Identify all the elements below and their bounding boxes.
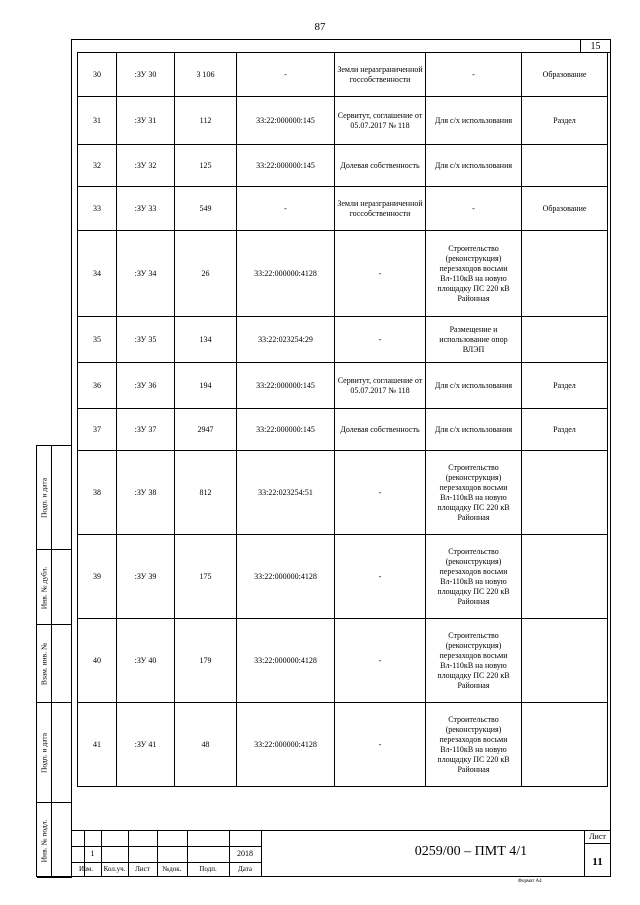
sidebar-cell [37, 625, 72, 703]
plot-area-cell: 125 [175, 145, 237, 187]
row-number-cell: 37 [78, 409, 117, 451]
cadastral-number-cell: 33:22:000000:4128 [237, 619, 335, 703]
row-number-cell: 39 [78, 535, 117, 619]
sheet-label: Лист [589, 832, 606, 841]
land-use-cell: - [426, 187, 522, 231]
ownership-cell: Сервитут, соглашение от 05.07.2017 № 118 [335, 97, 426, 145]
table-row [78, 97, 608, 145]
row-number-cell: 36 [78, 363, 117, 409]
cadastral-number-cell: 33:22:000000:145 [237, 363, 335, 409]
row-number-cell: 34 [78, 231, 117, 317]
sidebar-label [37, 625, 52, 703]
plot-id-cell: :ЗУ 36 [117, 363, 175, 409]
header-izm: Изм. [79, 865, 93, 873]
ownership-cell: Сервитут, соглашение от 05.07.2017 № 118 [335, 363, 426, 409]
action-cell [522, 703, 608, 787]
sidebar-cell [37, 803, 72, 878]
plot-id-cell: :ЗУ 38 [117, 451, 175, 535]
approval-sidebar [36, 445, 71, 877]
row-number-cell: 35 [78, 317, 117, 363]
row-number-cell: 41 [78, 703, 117, 787]
cadastral-number-cell: 33:22:023254:51 [237, 451, 335, 535]
land-plots-table [77, 52, 608, 787]
plot-area-cell: 48 [175, 703, 237, 787]
plot-area-cell: 26 [175, 231, 237, 317]
action-cell [522, 145, 608, 187]
plot-id-cell: :ЗУ 33 [117, 187, 175, 231]
table-row [78, 53, 608, 97]
sidebar-cell [37, 703, 72, 803]
plot-id-cell: :ЗУ 32 [117, 145, 175, 187]
cadastral-number-cell: 33:22:000000:145 [237, 97, 335, 145]
action-cell: Раздел [522, 363, 608, 409]
sidebar-label [37, 703, 52, 803]
ownership-cell: Земли неразграниченной госсобственности [335, 53, 426, 97]
plot-id-cell: :ЗУ 39 [117, 535, 175, 619]
plot-area-cell: 112 [175, 97, 237, 145]
action-cell [522, 535, 608, 619]
row-number-cell: 33 [78, 187, 117, 231]
plot-area-cell: 134 [175, 317, 237, 363]
plot-id-cell: :ЗУ 37 [117, 409, 175, 451]
sidebar-cell [37, 550, 72, 625]
ownership-cell: - [335, 703, 426, 787]
table-row [78, 451, 608, 535]
cadastral-number-cell: 33:22:000000:145 [237, 145, 335, 187]
plot-area-cell: 549 [175, 187, 237, 231]
ownership-cell: - [335, 535, 426, 619]
sidebar-label-text: Инв. № подл. [39, 819, 49, 862]
plot-area-cell: 812 [175, 451, 237, 535]
table-row [78, 145, 608, 187]
action-cell: Раздел [522, 409, 608, 451]
plot-area-cell: 2947 [175, 409, 237, 451]
ownership-cell: Долевая собственность [335, 145, 426, 187]
header-ndok: №док. [162, 865, 182, 873]
table-row [78, 231, 608, 317]
sidebar-label-text: Инв. № дубл. [39, 566, 49, 609]
plot-id-cell: :ЗУ 30 [117, 53, 175, 97]
sidebar-label [37, 803, 52, 878]
cadastral-number-cell: 33:22:023254:29 [237, 317, 335, 363]
cadastral-number-cell: 33:22:000000:145 [237, 409, 335, 451]
ownership-cell: - [335, 317, 426, 363]
land-use-cell: Для с/х использования [426, 409, 522, 451]
plot-area-cell: 179 [175, 619, 237, 703]
plot-id-cell: :ЗУ 34 [117, 231, 175, 317]
land-use-cell: - [426, 53, 522, 97]
land-use-cell: Строительство (реконструкция) перезаходов восьми Вл-110кВ на новую площадку ПС 220 кВ Районная [426, 619, 522, 703]
cadastral-number-cell: - [237, 53, 335, 97]
ownership-cell: Долевая собственность [335, 409, 426, 451]
ownership-cell: Земли неразграниченной госсобственности [335, 187, 426, 231]
table-row [78, 187, 608, 231]
plot-area-cell: 194 [175, 363, 237, 409]
action-cell [522, 231, 608, 317]
table-row [78, 317, 608, 363]
paper-format: Формат А4 [518, 879, 542, 884]
table-row [78, 409, 608, 451]
header-podp: Подп. [199, 865, 217, 873]
land-use-cell: Строительство (реконструкция) перезаходов восьми Вл-110кВ на новую площадку ПС 220 кВ Районная [426, 451, 522, 535]
sidebar-label-text: Взам. инв. № [39, 642, 49, 686]
land-use-cell: Строительство (реконструкция) перезаходов восьми Вл-110кВ на новую площадку ПС 220 кВ Районная [426, 703, 522, 787]
sidebar-label [37, 446, 52, 550]
land-use-cell: Для с/х использования [426, 145, 522, 187]
plot-id-cell: :ЗУ 35 [117, 317, 175, 363]
land-use-cell: Для с/х использования [426, 97, 522, 145]
sidebar-label-text: Подп. и дата [39, 477, 49, 519]
row-number-cell: 31 [78, 97, 117, 145]
document-code: 0259/00 – ПМТ 4/1 [414, 844, 528, 859]
table-row [78, 619, 608, 703]
cadastral-number-cell: 33:22:000000:4128 [237, 231, 335, 317]
land-use-cell: Строительство (реконструкция) перезаходов восьми Вл-110кВ на новую площадку ПС 220 кВ Районная [426, 535, 522, 619]
plot-area-cell: 3 106 [175, 53, 237, 97]
action-cell [522, 317, 608, 363]
row-number-cell: 38 [78, 451, 117, 535]
action-cell [522, 619, 608, 703]
action-cell: Раздел [522, 97, 608, 145]
land-use-cell: Строительство (реконструкция) перезаходов восьми Вл-110кВ на новую площадку ПС 220 кВ Районная [426, 231, 522, 317]
header-data: Дата [238, 865, 252, 873]
table-row [78, 703, 608, 787]
plot-id-cell: :ЗУ 40 [117, 619, 175, 703]
sheet-number: 11 [592, 856, 603, 868]
plot-area-cell: 175 [175, 535, 237, 619]
table-row [78, 363, 608, 409]
table-row [78, 535, 608, 619]
row-number-cell: 30 [78, 53, 117, 97]
header-koluch: Кол.уч. [103, 865, 126, 873]
land-use-cell: Размещение и использование опор ВЛЭП [426, 317, 522, 363]
sidebar-label [37, 550, 52, 625]
ownership-cell: - [335, 231, 426, 317]
page-number: 87 [314, 21, 326, 33]
action-cell: Образование [522, 187, 608, 231]
sidebar-cell [37, 446, 72, 550]
plot-id-cell: :ЗУ 31 [117, 97, 175, 145]
ownership-cell: - [335, 451, 426, 535]
revision-number: 1 [90, 849, 95, 858]
action-cell [522, 451, 608, 535]
header-list: Лист [135, 865, 150, 873]
cadastral-number-cell: - [237, 187, 335, 231]
sidebar-label-text: Подп. и дата [39, 732, 49, 774]
action-cell: Образование [522, 53, 608, 97]
land-use-cell: Для с/х использования [426, 363, 522, 409]
stamp-year: 2018 [237, 849, 253, 858]
cadastral-number-cell: 33:22:000000:4128 [237, 535, 335, 619]
plot-id-cell: :ЗУ 41 [117, 703, 175, 787]
title-block [71, 830, 611, 877]
row-number-cell: 32 [78, 145, 117, 187]
sheet-corner-number: 15 [580, 40, 610, 53]
cadastral-number-cell: 33:22:000000:4128 [237, 703, 335, 787]
row-number-cell: 40 [78, 619, 117, 703]
ownership-cell: - [335, 619, 426, 703]
